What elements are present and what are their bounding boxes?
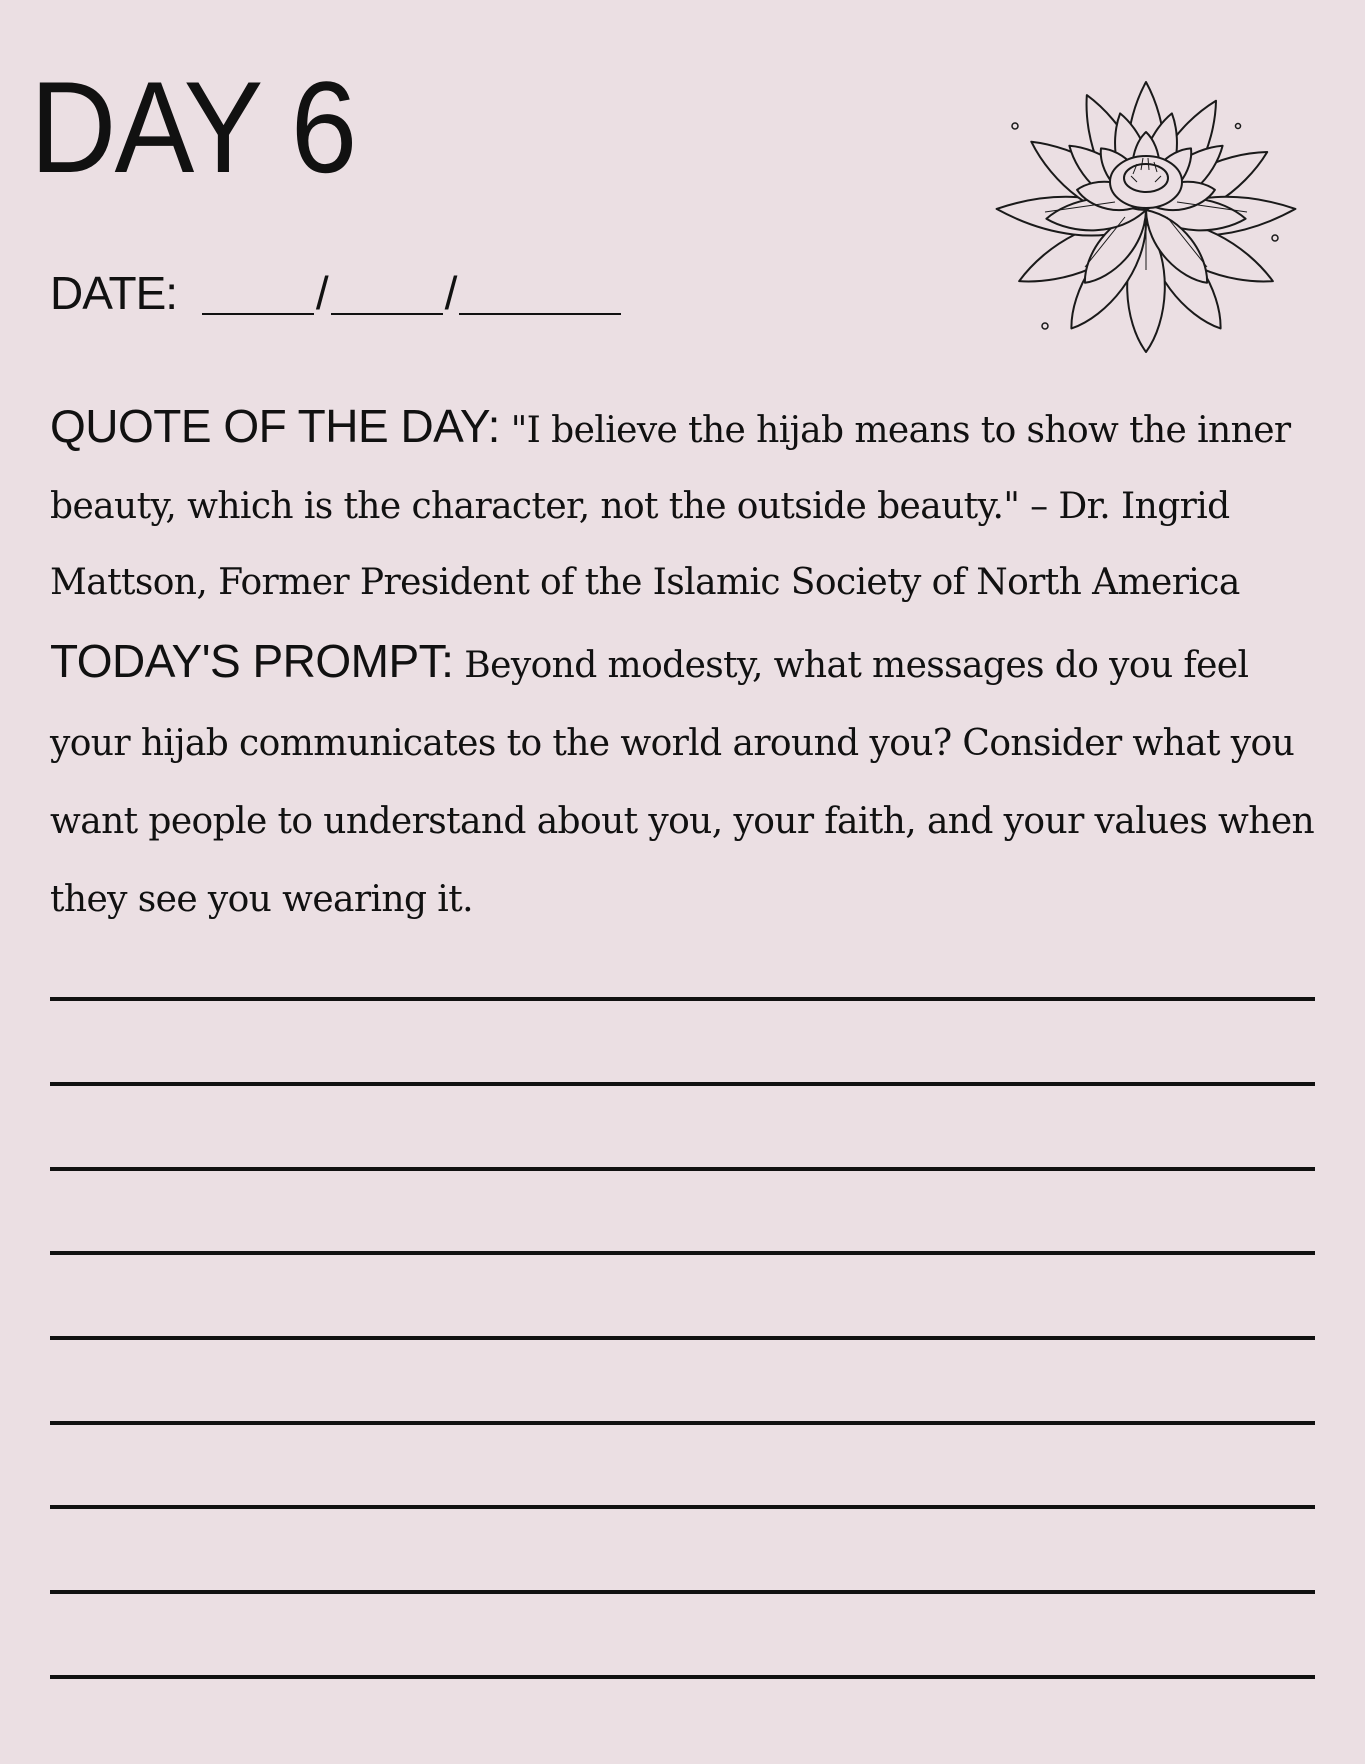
- writing-line[interactable]: [50, 1590, 1315, 1594]
- quote-section: [50, 388, 1320, 621]
- date-year-blank[interactable]: [459, 273, 621, 315]
- writing-line[interactable]: [50, 997, 1315, 1001]
- prompt-heading: TODAY'S PROMPT:: [50, 635, 454, 687]
- writing-line[interactable]: [50, 1082, 1315, 1086]
- writing-line[interactable]: [50, 1505, 1315, 1509]
- date-day-blank[interactable]: [331, 273, 443, 315]
- lotus-flower-icon: [965, 42, 1327, 372]
- writing-line[interactable]: [50, 1251, 1315, 1255]
- writing-line[interactable]: [50, 1167, 1315, 1171]
- date-month-blank[interactable]: [202, 273, 314, 315]
- writing-line[interactable]: [50, 1336, 1315, 1340]
- writing-line[interactable]: [50, 1421, 1315, 1425]
- quote-heading: QUOTE OF THE DAY:: [50, 400, 500, 452]
- prompt-section: [50, 622, 1320, 939]
- date-label: DATE:: [50, 267, 178, 319]
- quote-text: "I believe the hijab means to show the inner beauty, which is the character, not the outside beauty." – Dr. Ingrid Mattson, Former President of the Islamic Society of North America: [50, 410, 1291, 603]
- date-separator: /: [444, 267, 458, 319]
- writing-line[interactable]: [50, 1675, 1315, 1679]
- page-title: DAY 6: [30, 54, 356, 200]
- date-field: [50, 267, 621, 319]
- date-separator: /: [315, 267, 329, 319]
- prompt-text: Beyond modesty, what messages do you feel your hijab communicates to the world around you? Consider what you want people to understand about you, your faith, and your values when they see you wearing it.: [50, 645, 1315, 920]
